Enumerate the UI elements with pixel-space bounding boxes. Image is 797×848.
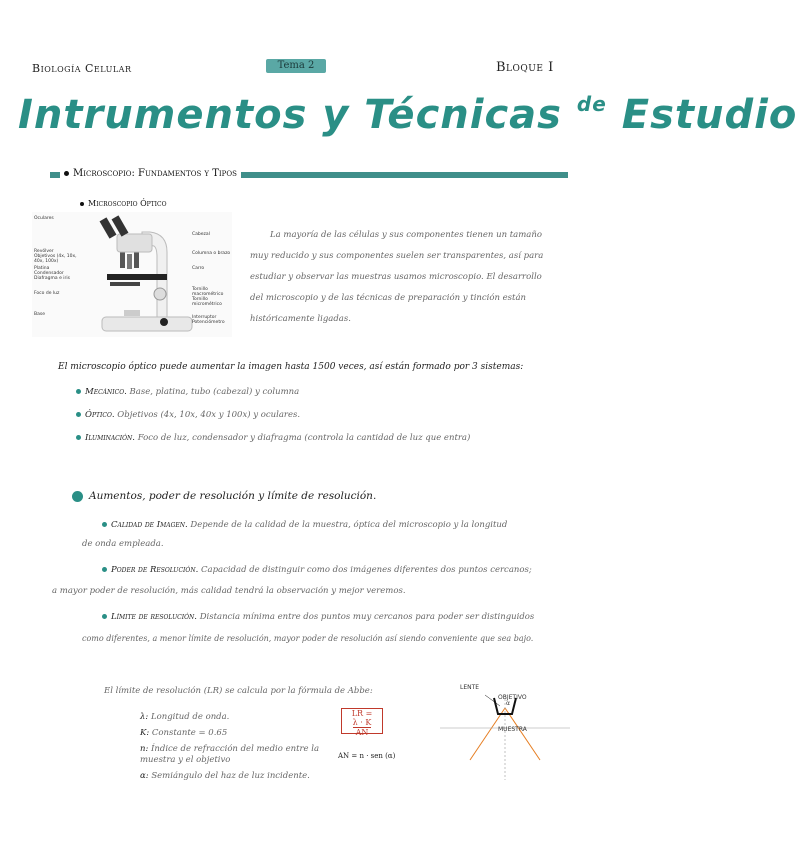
label-cabezal: Cabezal	[192, 232, 210, 237]
label-condensador: Condensador	[34, 271, 64, 276]
alpha-label: α	[506, 700, 510, 707]
intro-line: La mayoría de las células y sus componentes tienen un tamaño	[270, 230, 542, 240]
formula-num: λ · K	[352, 718, 372, 727]
lente-label: LENTE	[460, 684, 480, 691]
bullet-icon	[76, 435, 81, 440]
bullet-icon	[76, 412, 81, 417]
label-objetivos: Objetivos (4x, 10x, 40x, 100x)	[34, 254, 77, 264]
variable-item: K: Constante = 0.65	[140, 728, 228, 739]
bullet-icon	[102, 522, 107, 527]
magnify-text: El microscopio óptico puede aumentar la imagen hasta 1500 veces, así están formado por 3 sistemas:	[58, 362, 524, 372]
heading-bullet-icon	[72, 491, 83, 502]
lens-diagram	[440, 680, 570, 785]
label-revolver: Revólver	[34, 249, 54, 254]
label-interruptor: Interruptor	[192, 315, 217, 320]
intro-line: estudiar y observar las muestras usamos microscopio. El desarrollo	[250, 272, 542, 282]
system-item: Óptico. Objetivos (4x, 10x, 40x y 100x) y oculares.	[76, 410, 576, 420]
systems-list	[76, 387, 576, 444]
intro-line: muy reducido y sus componentes suelen ser transparentes, así para	[250, 251, 544, 261]
formula-lhs: LR =	[351, 709, 373, 718]
label-potenciometro: Potenciómetro	[192, 320, 225, 325]
concept-item: Poder de Resolución. Capacidad de distinguir como dos imágenes diferentes dos puntos cercanos;	[82, 565, 582, 575]
section-title: Microscopio: Fundamentos y Tipos	[60, 168, 241, 179]
bullet-icon	[102, 614, 107, 619]
label-oculares: Oculares	[34, 216, 54, 221]
heading-aumentos: Aumentos, poder de resolución y límite de resolución.	[72, 490, 376, 502]
concepts-list	[52, 520, 582, 644]
label-base: Base	[34, 312, 45, 317]
concept-line: como diferentes, a menor límite de resolución, mayor poder de resolución así siendo conveniente que sea bajo.	[82, 633, 534, 643]
subsection-title: Microscopio Óptico	[80, 199, 167, 208]
variable-item: λ: Longitud de onda.	[140, 712, 230, 722]
system-item: Iluminación. Foco de luz, condensador y diafragma (controla la cantidad de luz que entra)	[76, 433, 576, 443]
muestra-label: MUESTRA	[498, 726, 527, 733]
intro-line: históricamente ligadas.	[250, 314, 351, 324]
intro-line: del microscopio y de las técnicas de preparación y tinción están	[250, 293, 527, 303]
label-macrometrico: Tornillo macrométrico	[192, 287, 224, 297]
variable-item: α: Semiángulo del haz de luz incidente.	[140, 770, 310, 781]
figure-labels-left	[34, 216, 78, 317]
an-formula: AN = n · sen (α)	[338, 752, 396, 760]
variable-item: n: Índice de refracción del medio entre la muestra y el objetivo	[140, 744, 320, 765]
label-columna: Columna o brazo	[192, 251, 231, 256]
tema-badge: Tema 2	[266, 59, 326, 73]
bullet-icon	[76, 389, 81, 394]
title-end: Estudio	[621, 92, 797, 138]
bloque-label: Bloque I	[496, 60, 554, 75]
formula-den: AN	[355, 728, 369, 737]
bullet-icon	[102, 567, 107, 572]
title-main: Intrumentos y Técnicas	[18, 92, 562, 138]
label-foco: Foco de luz	[34, 291, 60, 296]
figure-labels-right	[192, 232, 232, 325]
concept-line: de onda empleada.	[82, 539, 164, 550]
title-de: de	[576, 92, 607, 116]
page-title	[18, 92, 797, 138]
abbe-text: El límite de resolución (LR) se calcula por la fórmula de Abbe:	[104, 686, 373, 696]
label-micrometrico: Tornillo micrométrico	[192, 297, 222, 307]
concept-item: Límite de resolución. Distancia mínima entre dos puntos muy cercanos para poder ser distinguidos	[82, 612, 582, 622]
section-bullet-icon	[64, 171, 69, 176]
objetivo-label: OBJETIVO	[498, 694, 527, 701]
concept-line: a mayor poder de resolución, más calidad tendrá la observación y mejor veremos.	[52, 585, 406, 596]
concept-item: Calidad de Imagen. Depende de la calidad de la muestra, óptica del microscopio y la longitud	[82, 520, 582, 530]
label-carro: Carro	[192, 266, 205, 271]
microscope-figure	[32, 212, 232, 337]
intro-paragraph	[250, 225, 580, 330]
subsection-bullet-icon	[80, 202, 84, 206]
formula-box	[341, 708, 383, 737]
label-platina: Platina	[34, 266, 50, 271]
system-item: Mecánico. Base, platina, tubo (cabezal) y columna	[76, 387, 576, 397]
variables-list	[140, 712, 330, 781]
label-diafragma: Diafragma e iris	[34, 276, 70, 281]
course-name: Biología Celular	[32, 62, 132, 75]
